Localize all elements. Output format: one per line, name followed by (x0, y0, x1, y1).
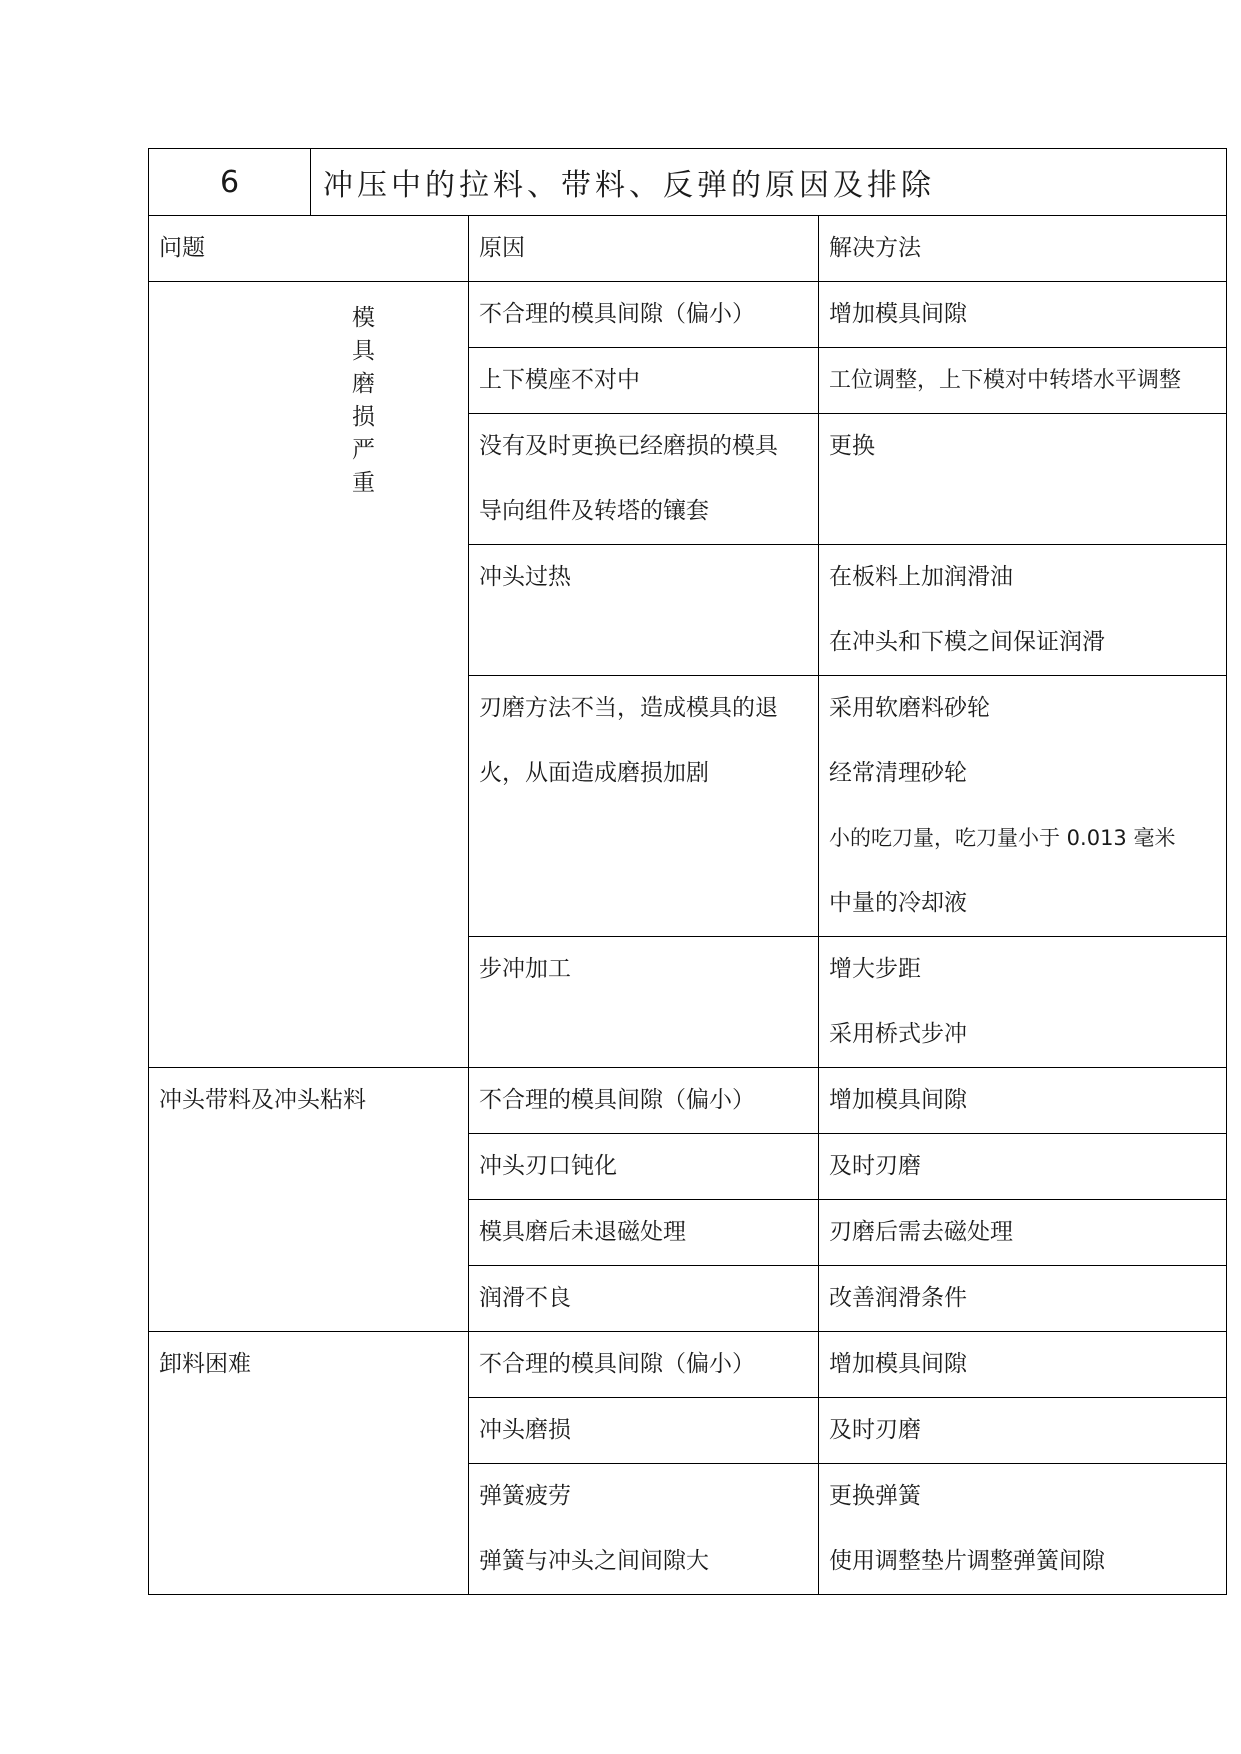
title-row (149, 149, 1227, 216)
problem-cell: 冲头带料及冲头粘料 (149, 1068, 469, 1332)
cause-cell: 模具磨后未退磁处理 (469, 1200, 819, 1266)
troubleshooting-table (148, 148, 1227, 1595)
solution-cell: 更换 (819, 414, 1227, 545)
problem-cell: 卸料困难 (149, 1332, 469, 1595)
solution-cell: 在板料上加润滑油 在冲头和下模之间保证润滑 (819, 545, 1227, 676)
header-solution: 解决方法 (819, 216, 1227, 282)
problem-cell (149, 282, 469, 1068)
cause-cell: 冲头过热 (469, 545, 819, 676)
document-page (148, 148, 1226, 1595)
cause-cell: 弹簧疲劳 弹簧与冲头之间间隙大 (469, 1464, 819, 1595)
table-row (149, 282, 1227, 348)
cause-cell: 不合理的模具间隙（偏小） (469, 1332, 819, 1398)
header-cause: 原因 (469, 216, 819, 282)
solution-cell: 刃磨后需去磁处理 (819, 1200, 1227, 1266)
cause-cell: 刃磨方法不当，造成模具的退 火，从面造成磨损加剧 (469, 676, 819, 937)
solution-cell: 增加模具间隙 (819, 1068, 1227, 1134)
cause-cell: 步冲加工 (469, 937, 819, 1068)
solution-cell: 及时刃磨 (819, 1398, 1227, 1464)
cause-cell: 上下模座不对中 (469, 348, 819, 414)
cause-cell: 不合理的模具间隙（偏小） (469, 1068, 819, 1134)
problem-vertical-text: 模 具 磨 损 严 重 (352, 305, 375, 496)
solution-cell: 采用软磨料砂轮 经常清理砂轮 小的吃刀量，吃刀量小于 0.013 毫米 中量的冷却液 (819, 676, 1227, 937)
solution-cell: 增加模具间隙 (819, 282, 1227, 348)
header-problem: 问题 (149, 216, 469, 282)
table-row (149, 1068, 1227, 1134)
table-row (149, 1332, 1227, 1398)
solution-cell: 增大步距 采用桥式步冲 (819, 937, 1227, 1068)
solution-cell: 工位调整，上下模对中转塔水平调整 (819, 348, 1227, 414)
cause-cell: 没有及时更换已经磨损的模具 导向组件及转塔的镶套 (469, 414, 819, 545)
cause-cell: 冲头磨损 (469, 1398, 819, 1464)
solution-cell: 更换弹簧 使用调整垫片调整弹簧间隙 (819, 1464, 1227, 1595)
section-number: 6 (149, 149, 311, 216)
cause-cell: 不合理的模具间隙（偏小） (469, 282, 819, 348)
cause-cell: 润滑不良 (469, 1266, 819, 1332)
header-row (149, 216, 1227, 282)
solution-cell: 改善润滑条件 (819, 1266, 1227, 1332)
solution-cell: 及时刃磨 (819, 1134, 1227, 1200)
section-title: 冲压中的拉料、带料、反弹的原因及排除 (311, 149, 1227, 216)
cause-cell: 冲头刃口钝化 (469, 1134, 819, 1200)
solution-cell: 增加模具间隙 (819, 1332, 1227, 1398)
